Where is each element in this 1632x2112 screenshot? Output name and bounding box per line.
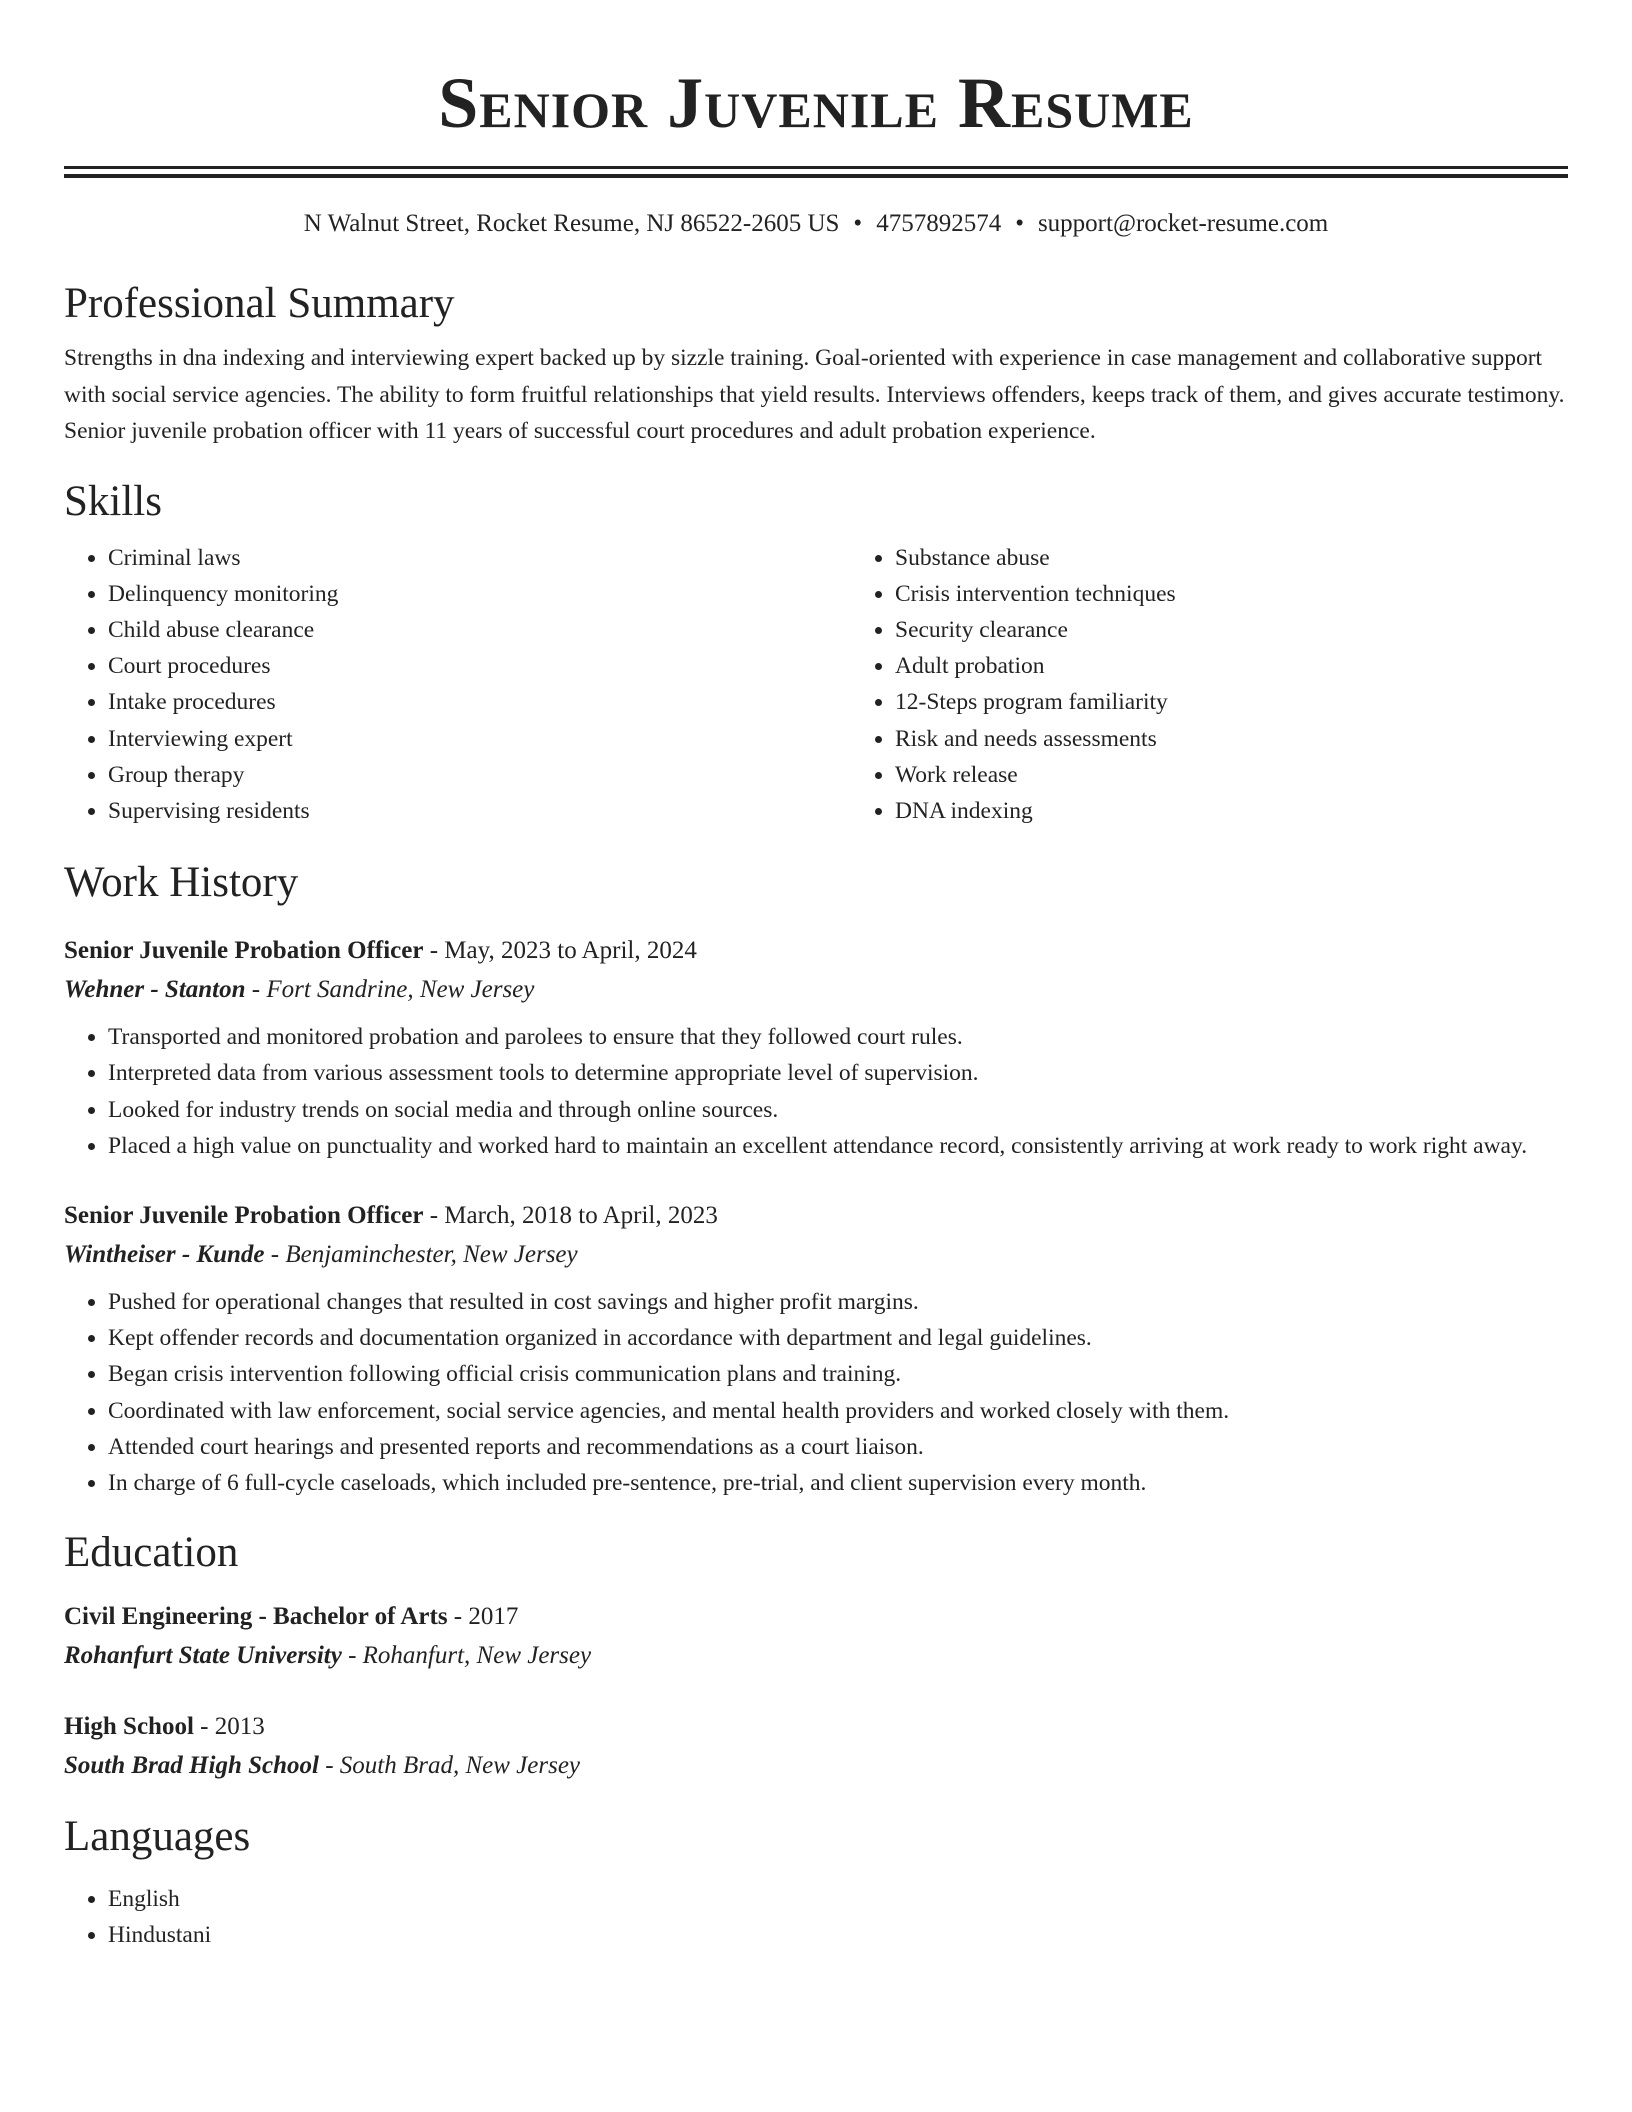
- job-bullets: [64, 1019, 1568, 1164]
- education-entry: [64, 1707, 1568, 1785]
- job-location: - Fort Sandrine, New Jersey: [245, 976, 535, 1004]
- job-company-line: [64, 1235, 1568, 1274]
- job-location: - Benjaminchester, New Jersey: [264, 1240, 578, 1268]
- job-bullet: • Looked for industry trends on social media and through online sources.: [108, 1092, 1568, 1128]
- language-item: • Hindustani: [108, 1917, 1568, 1953]
- job-dates: - March, 2018 to April, 2023: [423, 1201, 718, 1229]
- skill-item: • Crisis intervention techniques: [895, 576, 1568, 612]
- work-history-heading: Work History: [64, 859, 299, 907]
- skill-item: • Security clearance: [895, 612, 1568, 648]
- job-bullet: • Kept offender records and documentation organized in accordance with department and legal guidelines.: [108, 1320, 1568, 1356]
- resume-title: Senior Juvenile Resume: [438, 63, 1194, 143]
- job-title: Senior Juvenile Probation Officer: [64, 1201, 424, 1229]
- skills-heading: Skills: [64, 477, 162, 525]
- title-double-rule: [64, 166, 1568, 178]
- skill-item: • Intake procedures: [108, 684, 851, 720]
- education-school-line: [64, 1746, 1568, 1785]
- job-title-line: [64, 1196, 1568, 1235]
- job-title-line: [64, 931, 1568, 970]
- skills-grid: [64, 540, 1568, 830]
- job-company: Wintheiser - Kunde: [64, 1240, 265, 1268]
- education-school-line: [64, 1636, 1568, 1675]
- skill-item: • Adult probation: [895, 648, 1568, 684]
- education-section: [64, 1525, 1568, 1785]
- job-entry: [64, 1196, 1568, 1501]
- education-location: - Rohanfurt, New Jersey: [341, 1642, 592, 1670]
- skill-item: • Court procedures: [108, 648, 851, 684]
- summary-section: [64, 276, 1568, 450]
- job-bullet: • In charge of 6 full-cycle caseloads, which included pre-sentence, pre-trial, and client supervision every month.: [108, 1465, 1568, 1501]
- education-degree: High School: [64, 1713, 194, 1741]
- contact-email: support@rocket-resume.com: [1037, 210, 1329, 237]
- contact-separator: •: [1015, 210, 1024, 237]
- education-degree-line: [64, 1707, 1568, 1746]
- languages-heading: Languages: [64, 1813, 251, 1861]
- education-location: - South Brad, New Jersey: [318, 1752, 581, 1780]
- skill-item: • Delinquency monitoring: [108, 576, 851, 612]
- education-school: Rohanfurt State University: [64, 1642, 342, 1670]
- contact-phone: 4757892574: [876, 210, 1002, 237]
- education-degree-line: [64, 1597, 1568, 1636]
- job-bullet: • Placed a high value on punctuality and worked hard to maintain an excellent attendance record, consistently arriving at work ready to work right away.: [108, 1128, 1568, 1164]
- job-company: Wehner - Stanton: [64, 976, 246, 1004]
- job-bullets: [64, 1284, 1568, 1501]
- language-item: • English: [108, 1881, 1568, 1917]
- education-school: South Brad High School: [64, 1752, 319, 1780]
- skill-item: • Supervising residents: [108, 793, 851, 829]
- job-bullet: • Interpreted data from various assessment tools to determine appropriate level of supervision.: [108, 1055, 1568, 1091]
- job-bullet: • Attended court hearings and presented reports and recommendations as a court liaison.: [108, 1429, 1568, 1465]
- education-degree: Civil Engineering - Bachelor of Arts: [64, 1603, 448, 1631]
- job-entry: [64, 931, 1568, 1164]
- contact-separator: •: [853, 210, 863, 237]
- skill-item: • 12-Steps program familiarity: [895, 684, 1568, 720]
- contact-line: [64, 208, 1568, 240]
- skills-section: [64, 474, 1568, 830]
- skill-item: • Work release: [895, 757, 1568, 793]
- job-bullet: • Pushed for operational changes that resulted in cost savings and higher profit margins.: [108, 1284, 1568, 1320]
- skill-item: • Substance abuse: [895, 540, 1568, 576]
- job-company-line: [64, 970, 1568, 1009]
- job-bullet: • Began crisis intervention following official crisis communication plans and training.: [108, 1356, 1568, 1392]
- skills-list-left: [64, 540, 851, 830]
- work-history-section: [64, 855, 1568, 1501]
- skill-item: • Risk and needs assessments: [895, 721, 1568, 757]
- job-title: Senior Juvenile Probation Officer: [64, 937, 424, 965]
- skill-item: • Group therapy: [108, 757, 851, 793]
- education-heading: Education: [64, 1529, 239, 1577]
- job-dates: - May, 2023 to April, 2024: [423, 937, 697, 965]
- education-entry: [64, 1597, 1568, 1675]
- summary-heading: Professional Summary: [64, 280, 455, 327]
- skill-item: • Criminal laws: [108, 540, 851, 576]
- summary-text: Strengths in dna indexing and interviewing expert backed up by sizzle training. Goal-oriented with experience in case management and collaborative support with social service agencies. The ability to form fruitful relationships that yield results. Interviews offenders, keeps track of them, and gives accurate testimony. Senior juvenile probation officer with 11 years of successful court procedures and adult probation experience.: [64, 345, 1565, 444]
- skill-item: • Interviewing expert: [108, 721, 851, 757]
- languages-list: [64, 1881, 1568, 1953]
- skill-item: • Child abuse clearance: [108, 612, 851, 648]
- job-bullet: • Coordinated with law enforcement, social service agencies, and mental health providers and worked closely with them.: [108, 1393, 1568, 1429]
- skills-list-right: [851, 540, 1568, 830]
- education-year: - 2013: [193, 1713, 265, 1741]
- job-bullet: • Transported and monitored probation and parolees to ensure that they followed court rules.: [108, 1019, 1568, 1055]
- contact-address: N Walnut Street, Rocket Resume, NJ 86522-2605 US: [303, 210, 840, 237]
- languages-section: [64, 1809, 1568, 1953]
- skill-item: • DNA indexing: [895, 793, 1568, 829]
- education-year: - 2017: [447, 1603, 519, 1631]
